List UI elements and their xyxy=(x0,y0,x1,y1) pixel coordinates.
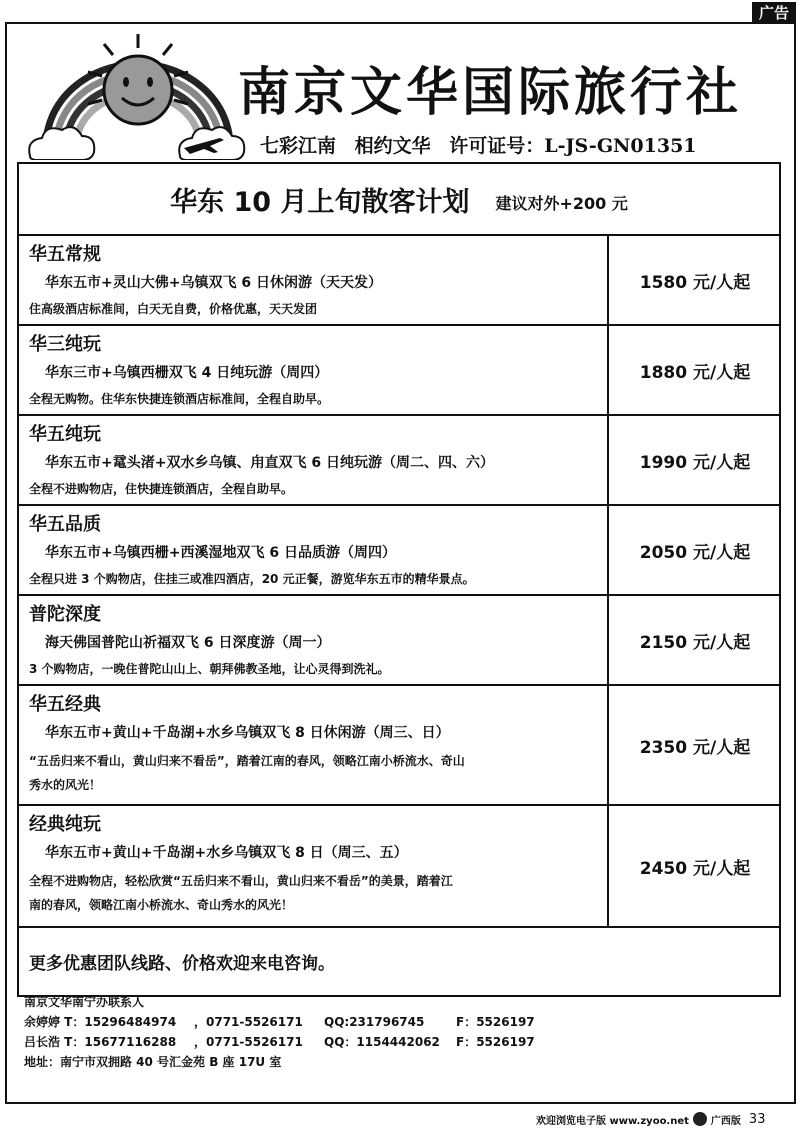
slogan xyxy=(260,131,709,158)
tour-row xyxy=(19,236,779,326)
tour-row xyxy=(19,686,779,806)
footer-site-text: 欢迎浏览电子版 www.zyoo.net xyxy=(536,1115,689,1127)
tour-note: 秀水的风光！ xyxy=(29,778,102,792)
tour-description xyxy=(19,596,609,684)
tour-price: 2350 元/人起 xyxy=(639,737,751,758)
contact-title: 南京文华南宁办联系人 xyxy=(24,995,145,1009)
tour-note: 全程只进 3 个购物店，住挂三或准四酒店，20 元正餐，游览华东五市的精华景点。 xyxy=(29,572,475,586)
tour-category: 华三纯玩 xyxy=(29,334,101,355)
contact-phone: ，0771-5526171 xyxy=(194,1015,303,1029)
contact-person xyxy=(24,1012,535,1032)
tour-price: 1880 元/人起 xyxy=(639,362,751,383)
contact-name-tel: 吕长浩 T：15677116288 xyxy=(24,1035,177,1049)
tour-note: 全程不进购物店，住快捷连锁酒店，全程自助早。 xyxy=(29,482,294,496)
plan-title: 华东 10 月上旬散客计划 xyxy=(170,186,470,218)
contact-phone: ，0771-5526171 xyxy=(194,1035,303,1049)
tour-category: 经典纯玩 xyxy=(29,814,101,835)
sun-rainbow-logo xyxy=(24,28,246,160)
slogan-part-2: 相约文华 xyxy=(354,135,431,157)
plan-note: 建议对外+200 元 xyxy=(495,193,628,213)
plan-header xyxy=(19,164,779,236)
contact-address: 地址：南宁市双拥路 40 号汇金苑 B 座 17U 室 xyxy=(24,1055,282,1069)
tour-route: 华东五市+乌镇西栅+西溪湿地双飞 6 日品质游（周四） xyxy=(45,545,396,561)
contact-fax: F：5526197 xyxy=(456,1035,535,1049)
tour-price-table xyxy=(17,162,781,997)
tour-row xyxy=(19,506,779,596)
contact-fax: F：5526197 xyxy=(456,1015,535,1029)
contact-person xyxy=(24,1032,535,1052)
tour-row xyxy=(19,806,779,928)
tour-price: 1580 元/人起 xyxy=(639,272,751,293)
tour-row xyxy=(19,596,779,686)
edition-badge-icon xyxy=(693,1112,707,1126)
contact-qq: QQ:231796745 xyxy=(324,1015,425,1029)
tour-route: 海天佛国普陀山祈福双飞 6 日深度游（周一） xyxy=(45,635,331,651)
contact-block xyxy=(24,992,535,1072)
tour-category: 普陀深度 xyxy=(29,604,101,625)
tour-note: 南的春风，领略江南小桥流水、奇山秀水的风光！ xyxy=(29,898,294,912)
tour-category: 华五纯玩 xyxy=(29,424,101,445)
tour-row xyxy=(19,416,779,506)
slogan-part-1: 七彩江南 xyxy=(260,135,337,157)
tour-note: 全程无购物。住华东快捷连锁酒店标准间，全程自助早。 xyxy=(29,392,330,406)
tour-description xyxy=(19,326,609,414)
tour-price: 2050 元/人起 xyxy=(639,542,751,563)
tour-price: 2450 元/人起 xyxy=(639,858,751,879)
tour-description xyxy=(19,236,609,324)
tour-row xyxy=(19,326,779,416)
tour-note: 全程不进购物店，轻松欣赏“五岳归来不看山，黄山归来不看岳”的美景，踏着江 xyxy=(29,874,453,888)
tour-category: 华五品质 xyxy=(29,514,101,535)
tour-route: 华东五市+黄山+千岛湖+水乡乌镇双飞 8 日休闲游（周三、日） xyxy=(45,725,450,741)
more-info: 更多优惠团队线路、价格欢迎来电咨询。 xyxy=(29,954,335,974)
license-number: 许可证号：L-JS-GN01351 xyxy=(449,135,697,157)
tour-description xyxy=(19,506,609,594)
tour-price: 2150 元/人起 xyxy=(639,632,751,653)
tour-description xyxy=(19,416,609,504)
agency-name: 南京文华国际旅行社 xyxy=(238,62,743,123)
contact-qq: QQ：1154442062 xyxy=(324,1035,440,1049)
tour-route: 华东五市+黄山+千岛湖+水乡乌镇双飞 8 日（周三、五） xyxy=(45,845,408,861)
tour-route: 华东五市+鼋头渚+双水乡乌镇、甪直双飞 6 日纯玩游（周二、四、六） xyxy=(45,455,494,471)
page-footer xyxy=(536,1110,798,1128)
page-number: 33 xyxy=(748,1111,766,1127)
tour-description xyxy=(19,806,609,926)
tour-note: “五岳归来不看山，黄山归来不看岳”，踏着江南的春风，领略江南小桥流水、奇山 xyxy=(29,754,465,768)
tour-route: 华东三市+乌镇西栅双飞 4 日纯玩游（周四） xyxy=(45,365,329,381)
tour-route: 华东五市+灵山大佛+乌镇双飞 6 日休闲游（天天发） xyxy=(45,275,382,291)
tour-price: 1990 元/人起 xyxy=(639,452,751,473)
tour-category: 华五经典 xyxy=(29,694,101,715)
tour-description xyxy=(19,686,609,804)
tour-category: 华五常规 xyxy=(29,244,101,265)
contact-name-tel: 余婷婷 T：15296484974 xyxy=(24,1015,177,1029)
tour-note: 3 个购物店，一晚住普陀山山上、朝拜佛教圣地，让心灵得到洗礼。 xyxy=(29,662,390,676)
footer-edition: 广西版 xyxy=(710,1115,741,1127)
tour-note: 住高级酒店标准间，白天无自费，价格优惠，天天发团 xyxy=(29,302,318,316)
ad-tag: 广告 xyxy=(752,2,796,24)
